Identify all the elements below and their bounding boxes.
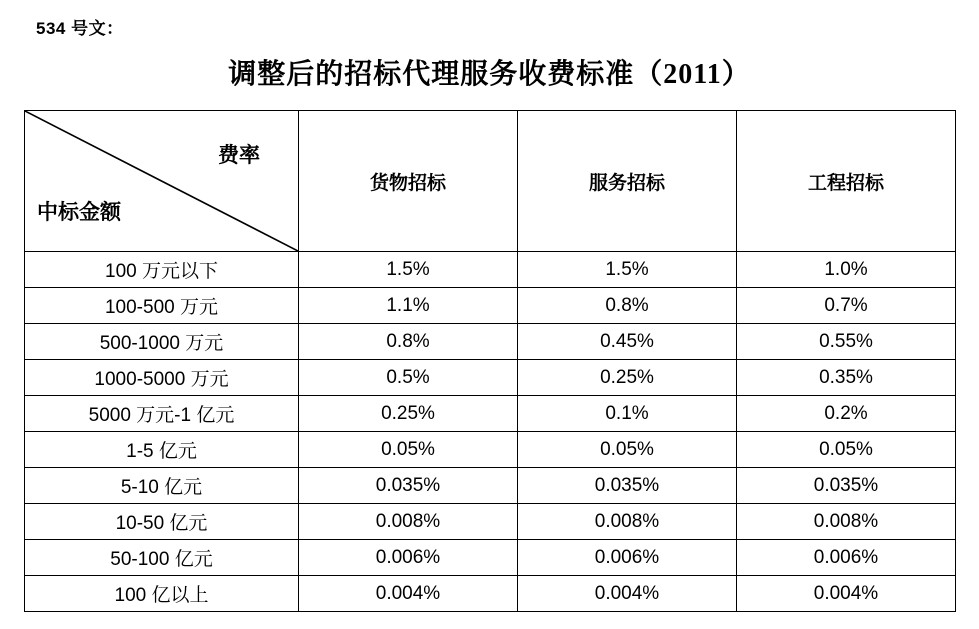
row-label: 10-50 亿元 bbox=[25, 504, 299, 540]
table-row bbox=[25, 432, 956, 468]
table-row bbox=[25, 504, 956, 540]
row-value-engineering: 0.004% bbox=[737, 576, 956, 612]
row-value-engineering: 0.05% bbox=[737, 432, 956, 468]
row-value-goods: 0.25% bbox=[299, 396, 518, 432]
table-row bbox=[25, 576, 956, 612]
row-label: 5-10 亿元 bbox=[25, 468, 299, 504]
table-row bbox=[25, 324, 956, 360]
row-value-engineering: 0.008% bbox=[737, 504, 956, 540]
row-value-service: 0.1% bbox=[518, 396, 737, 432]
row-label: 500-1000 万元 bbox=[25, 324, 299, 360]
row-value-goods: 0.008% bbox=[299, 504, 518, 540]
row-value-service: 0.45% bbox=[518, 324, 737, 360]
row-value-engineering: 0.2% bbox=[737, 396, 956, 432]
row-value-goods: 0.8% bbox=[299, 324, 518, 360]
row-value-goods: 1.5% bbox=[299, 252, 518, 288]
row-value-goods: 0.004% bbox=[299, 576, 518, 612]
column-header-engineering: 工程招标 bbox=[737, 111, 956, 252]
row-label: 100 亿以上 bbox=[25, 576, 299, 612]
row-value-service: 1.5% bbox=[518, 252, 737, 288]
row-label: 100 万元以下 bbox=[25, 252, 299, 288]
row-label: 5000 万元-1 亿元 bbox=[25, 396, 299, 432]
header-amount-label: 中标金额 bbox=[37, 200, 121, 224]
row-label: 100-500 万元 bbox=[25, 288, 299, 324]
column-header-service: 服务招标 bbox=[518, 111, 737, 252]
fee-standard-table bbox=[24, 110, 956, 612]
row-value-service: 0.8% bbox=[518, 288, 737, 324]
page-title: 调整后的招标代理服务收费标准（2011） bbox=[228, 59, 751, 90]
row-value-engineering: 1.0% bbox=[737, 252, 956, 288]
document-reference-number: 534 号文： bbox=[36, 19, 124, 38]
header-rate-label: 费率 bbox=[218, 143, 260, 167]
table-row bbox=[25, 540, 956, 576]
table-header-row bbox=[25, 111, 956, 252]
row-value-service: 0.25% bbox=[518, 360, 737, 396]
row-value-service: 0.05% bbox=[518, 432, 737, 468]
table-row bbox=[25, 252, 956, 288]
diagonal-line-icon bbox=[25, 111, 298, 251]
row-label: 50-100 亿元 bbox=[25, 540, 299, 576]
column-header-goods: 货物招标 bbox=[299, 111, 518, 252]
row-value-engineering: 0.006% bbox=[737, 540, 956, 576]
row-value-goods: 1.1% bbox=[299, 288, 518, 324]
row-value-goods: 0.05% bbox=[299, 432, 518, 468]
row-value-service: 0.004% bbox=[518, 576, 737, 612]
row-label: 1000-5000 万元 bbox=[25, 360, 299, 396]
row-value-goods: 0.035% bbox=[299, 468, 518, 504]
row-value-goods: 0.5% bbox=[299, 360, 518, 396]
row-label: 1-5 亿元 bbox=[25, 432, 299, 468]
row-value-engineering: 0.7% bbox=[737, 288, 956, 324]
diagonal-header-cell bbox=[25, 111, 299, 252]
row-value-goods: 0.006% bbox=[299, 540, 518, 576]
row-value-service: 0.008% bbox=[518, 504, 737, 540]
row-value-service: 0.006% bbox=[518, 540, 737, 576]
table-row bbox=[25, 468, 956, 504]
table-row bbox=[25, 396, 956, 432]
table-row bbox=[25, 288, 956, 324]
row-value-engineering: 0.35% bbox=[737, 360, 956, 396]
row-value-engineering: 0.55% bbox=[737, 324, 956, 360]
table-row bbox=[25, 360, 956, 396]
row-value-engineering: 0.035% bbox=[737, 468, 956, 504]
row-value-service: 0.035% bbox=[518, 468, 737, 504]
